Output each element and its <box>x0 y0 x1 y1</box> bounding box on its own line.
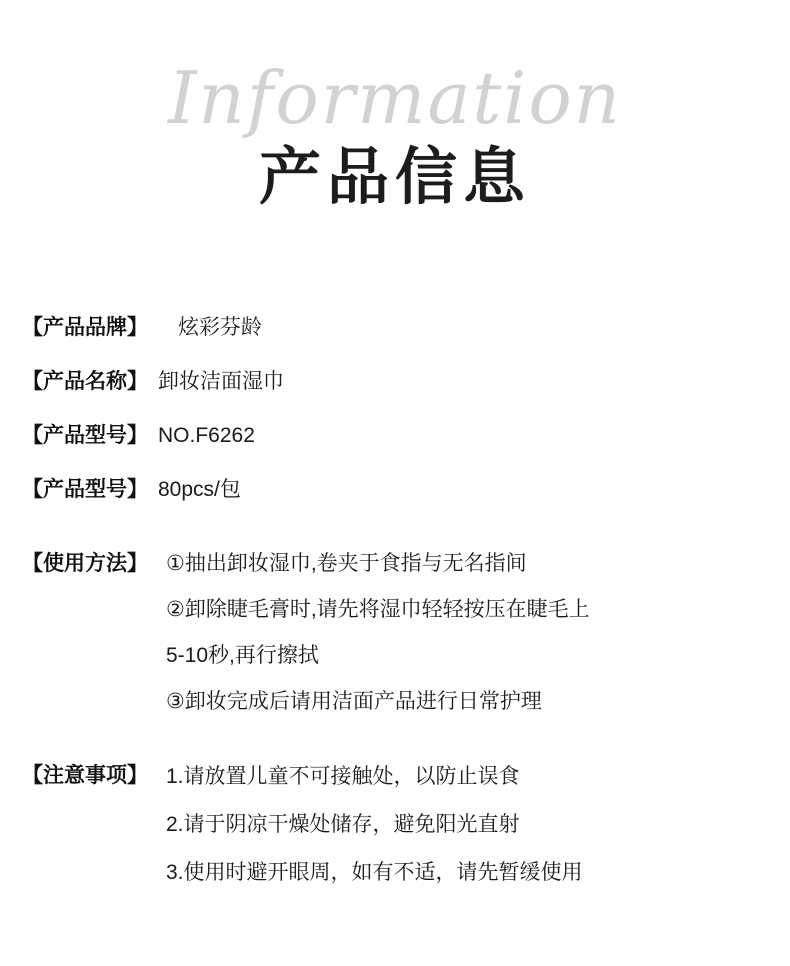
info-value-name: 卸妆洁面湿巾 <box>158 370 284 393</box>
info-label-name: 【产品名称】 <box>22 370 148 393</box>
usage-line: 5-10秒,再行擦拭 <box>166 644 319 667</box>
page-header <box>0 0 790 250</box>
info-row-usage <box>0 541 790 725</box>
usage-line: ②卸除睫毛膏时,请先将湿巾轻轻按压在睫毛上 <box>166 598 590 621</box>
page-title: 产品信息 <box>258 143 531 212</box>
note-line: 2.请于阴凉干燥处储存，避免阳光直射 <box>166 813 520 836</box>
info-value-notes <box>148 753 790 897</box>
info-row-quantity <box>0 467 790 513</box>
info-label-usage: 【使用方法】 <box>22 552 148 575</box>
note-line: 1.请放置儿童不可接触处，以防止误食 <box>166 765 520 788</box>
note-line: 3.使用时避开眼周，如有不适，请先暂缓使用 <box>166 861 583 884</box>
product-info-block <box>0 305 790 905</box>
usage-line: ①抽出卸妆湿巾,卷夹于食指与无名指间 <box>166 552 527 575</box>
info-label-model: 【产品型号】 <box>22 424 148 447</box>
info-row-model <box>0 413 790 459</box>
info-value-quantity: 80pcs/包 <box>158 478 241 501</box>
info-row-notes <box>0 753 790 897</box>
info-row-brand <box>0 305 790 351</box>
info-label-brand: 【产品品牌】 <box>22 316 148 339</box>
info-label-quantity: 【产品型号】 <box>22 478 148 501</box>
decorative-script-title: Information <box>167 56 623 140</box>
usage-line: ③卸妆完成后请用洁面产品进行日常护理 <box>166 690 542 713</box>
info-value-brand: 炫彩芬龄 <box>178 316 262 339</box>
info-value-usage <box>148 541 790 725</box>
info-label-notes: 【注意事项】 <box>22 764 148 787</box>
info-row-name <box>0 359 790 405</box>
info-value-model: NO.F6262 <box>158 424 255 447</box>
